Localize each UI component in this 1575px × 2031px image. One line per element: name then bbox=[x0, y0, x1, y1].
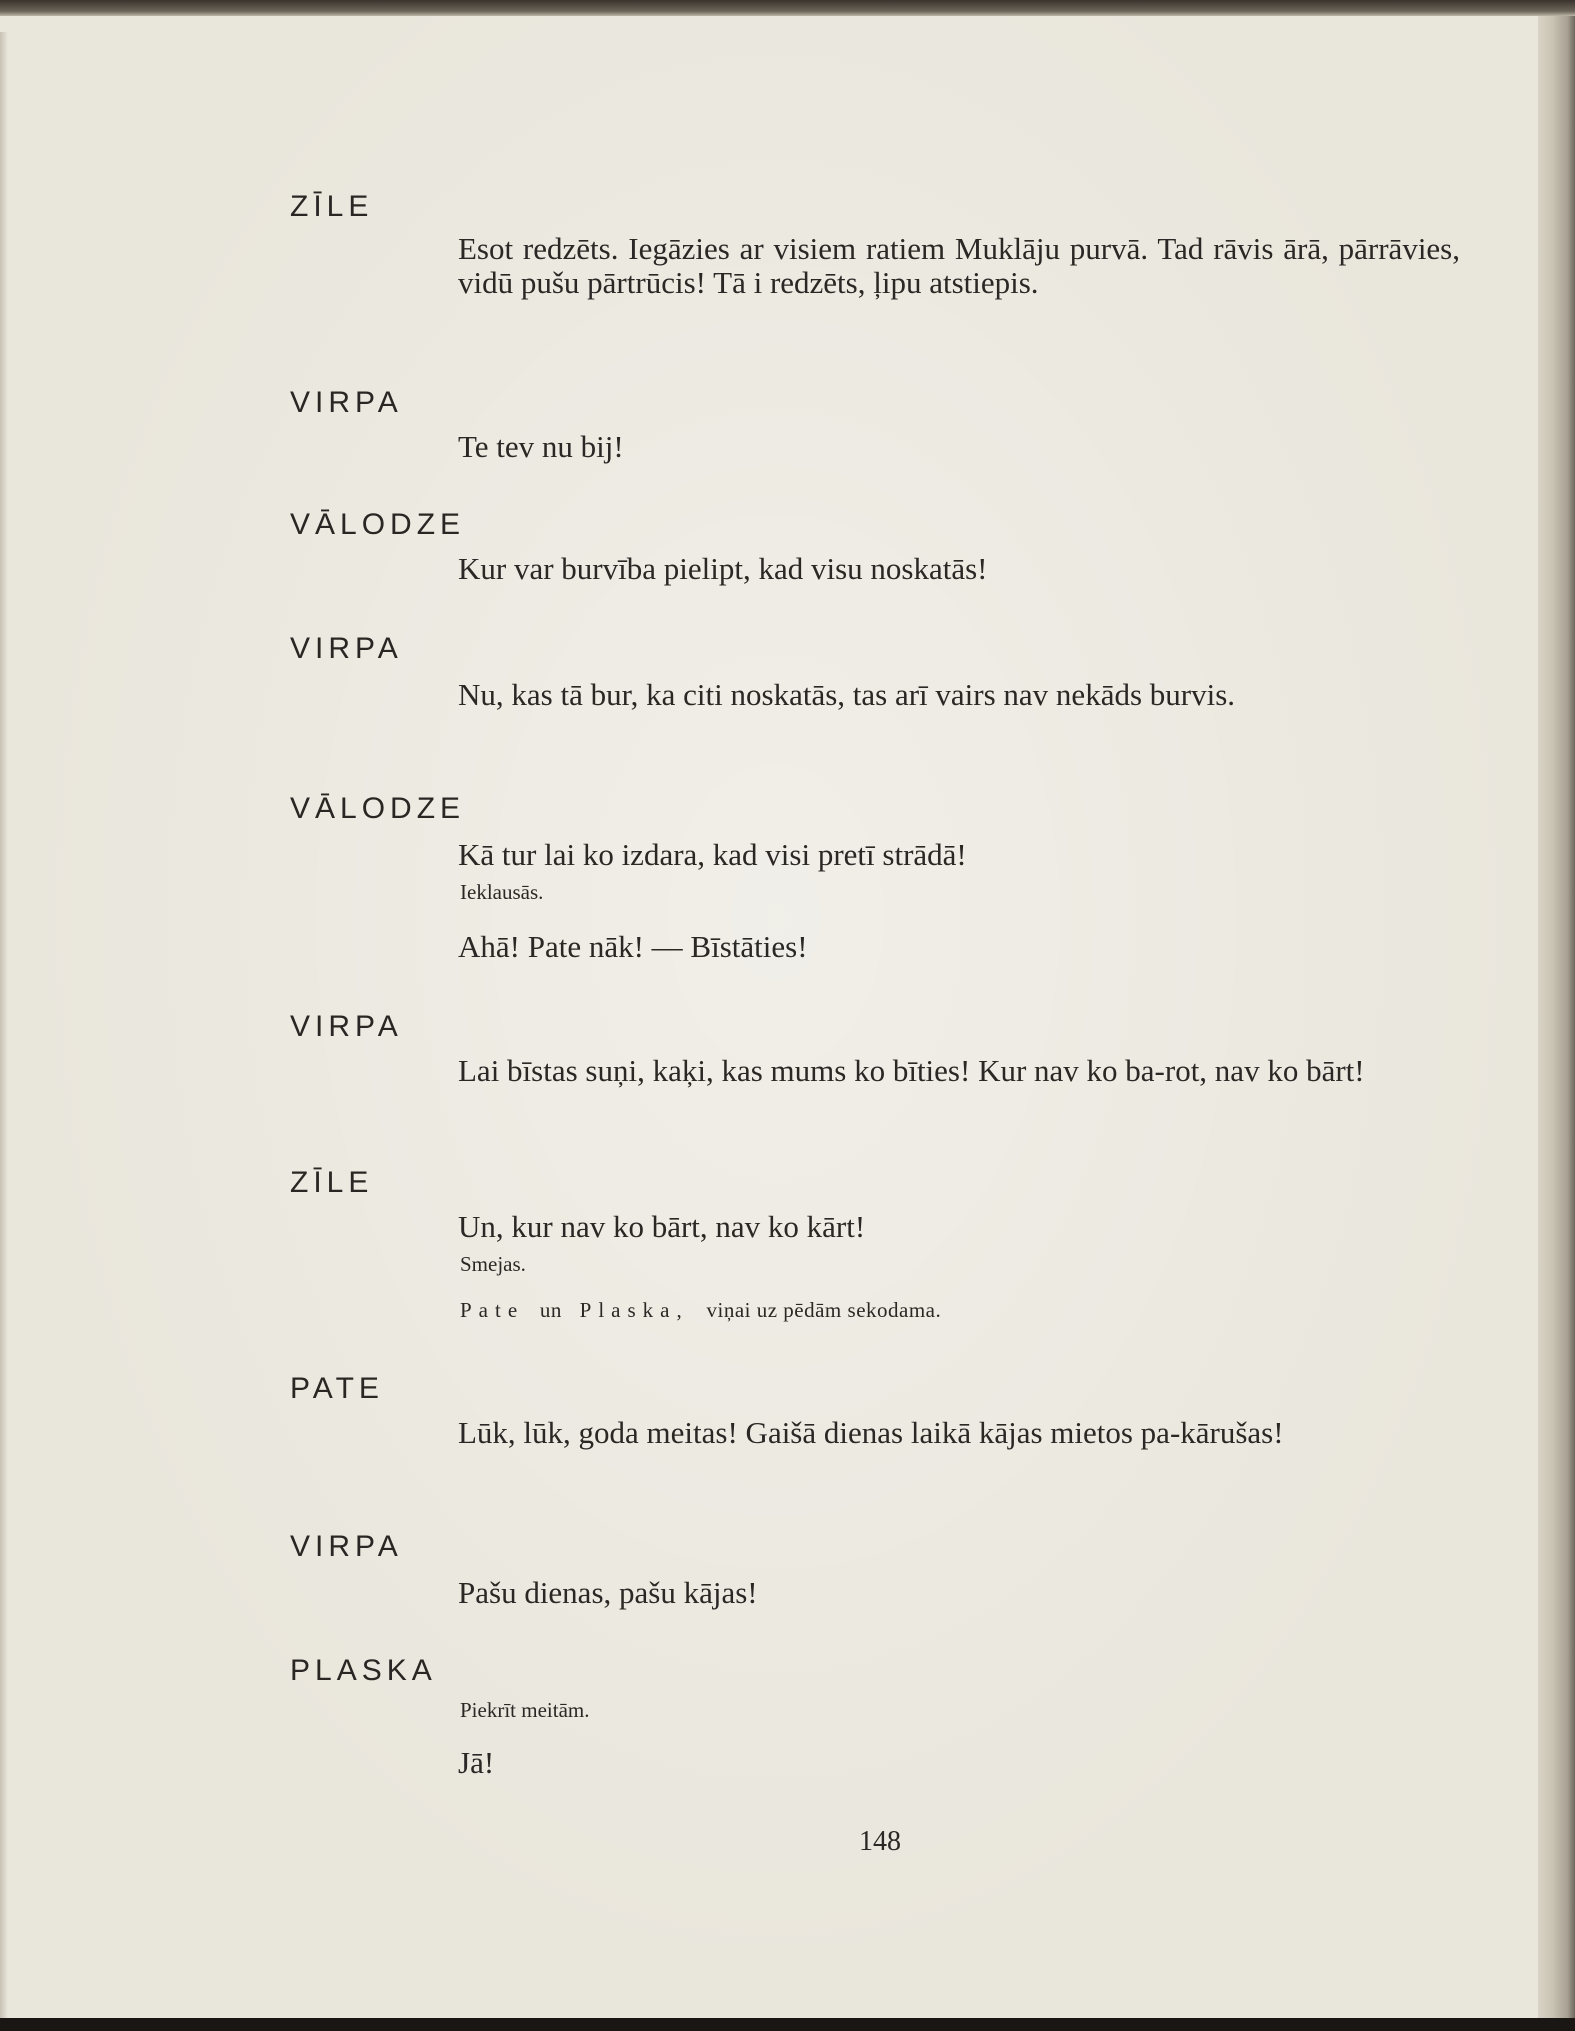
speaker-name: VIRPA bbox=[290, 632, 403, 665]
dialogue-line: Lūk, lūk, goda meitas! Gaišā dienas laikā kājas mietos pa-kārušas! bbox=[458, 1415, 1284, 1450]
speaker-name: ZĪLE bbox=[290, 1166, 374, 1199]
book-page bbox=[0, 16, 1552, 2018]
book-top-edge bbox=[0, 0, 1575, 16]
dialogue-line: Kā tur lai ko izdara, kad visi pretī strādā! bbox=[458, 837, 967, 872]
dialogue-line: Ahā! Pate nāk! — Bīstāties! bbox=[458, 929, 808, 964]
speaker-name: VIRPA bbox=[290, 1010, 403, 1043]
page-number: 148 bbox=[859, 1826, 901, 1857]
book-bottom-edge bbox=[0, 2018, 1575, 2031]
dialogue-line: Un, kur nav ko bārt, nav ko kārt! bbox=[458, 1209, 866, 1244]
entrance-text: viņai uz pēdām sekodama. bbox=[706, 1298, 942, 1322]
entrance-joiner: un bbox=[539, 1298, 562, 1322]
dialogue-line: Lai bīstas suņi, kaķi, kas mums ko bīties! Kur nav ko ba-rot, nav ko bārt! bbox=[458, 1053, 1365, 1088]
stage-direction: Ieklausās. bbox=[460, 880, 544, 904]
stage-direction: Smejas. bbox=[460, 1252, 526, 1276]
dialogue-line bbox=[458, 232, 1460, 300]
dialogue-line: Nu, kas tā bur, ka citi noskatās, tas arī vairs nav nekāds burvis. bbox=[458, 677, 1236, 712]
speaker-name: VIRPA bbox=[290, 386, 403, 419]
page-gutter-shadow bbox=[0, 32, 8, 2031]
speaker-name: PATE bbox=[290, 1372, 384, 1405]
speaker-name: VIRPA bbox=[290, 1530, 403, 1563]
dialogue-text: Esot redzēts. Iegāzies ar visiem ratiem Muklāju purvā. Tad rāvis ārā, pārrāvies, vidū pušu pārtrūcis! Tā i redzēts, ļipu atstiepis. bbox=[458, 231, 1460, 300]
speaker-name: VĀLODZE bbox=[290, 792, 466, 825]
dialogue-line: Kur var burvība pielipt, kad visu noskatās! bbox=[458, 551, 988, 586]
stage-direction: Piekrīt meitām. bbox=[460, 1698, 590, 1722]
dialogue-line: Jā! bbox=[458, 1745, 495, 1780]
dialogue-line: Te tev nu bij! bbox=[458, 429, 624, 464]
book-fore-edge bbox=[1538, 16, 1575, 2018]
speaker-name: ZĪLE bbox=[290, 190, 374, 223]
speaker-name: PLASKA bbox=[290, 1654, 437, 1687]
character-name-spaced: Plaska, bbox=[579, 1298, 689, 1322]
entrance-direction bbox=[460, 1300, 941, 1321]
character-name-spaced: Pate bbox=[460, 1298, 525, 1322]
dialogue-line: Pašu dienas, pašu kājas! bbox=[458, 1575, 758, 1610]
speaker-name: VĀLODZE bbox=[290, 508, 466, 541]
